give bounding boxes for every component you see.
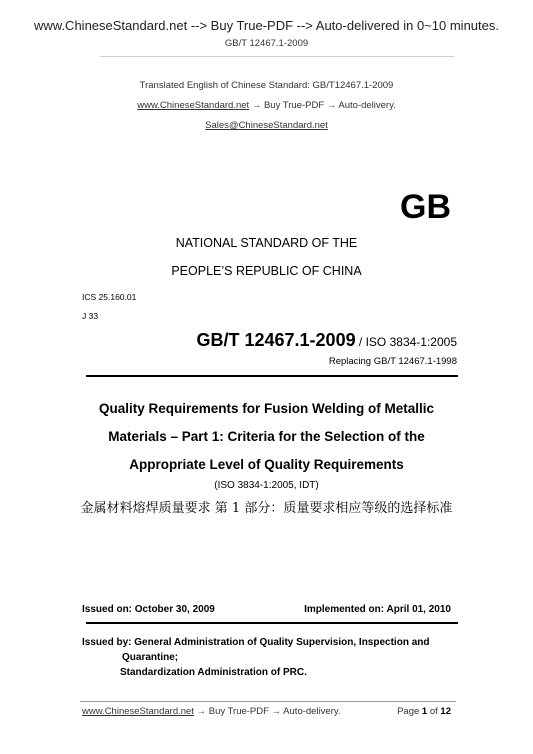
title-line2: Materials – Part 1: Criteria for the Selection of the <box>108 429 425 444</box>
j-code: J 33 <box>82 311 99 321</box>
chinese-title: 金属材料熔焊质量要求 第 1 部分：质量要求相应等级的选择标准 <box>80 501 453 516</box>
issued-by-line3: Standardization Administration of PRC. <box>120 667 307 678</box>
site-link[interactable]: www.ChineseStandard.net <box>137 100 250 111</box>
issued-date: Issued on: October 30, 2009 <box>82 604 215 615</box>
standard-code: GB/T 12467.1-2009 <box>196 330 356 350</box>
title-line3: Appropriate Level of Quality Requirements <box>129 457 404 472</box>
issued-by <box>82 635 462 680</box>
email-link[interactable]: Sales@ChineseStandard.net <box>205 120 328 131</box>
replacing-note: Replacing GB/T 12467.1-1998 <box>328 356 457 367</box>
page-number: 1 <box>421 706 428 717</box>
footer-delivery-text: → Buy True-PDF → Auto-delivery. <box>196 706 341 717</box>
footer-site-link[interactable]: www.ChineseStandard.net <box>82 706 194 717</box>
page-label: Page <box>397 706 420 717</box>
ics-code: ICS 25.160.01 <box>82 292 137 302</box>
title-divider <box>86 375 458 377</box>
translation-note: Translated English of Chinese Standard: GB/T12467.1-2009 <box>139 80 394 91</box>
dates-divider <box>86 622 458 624</box>
iso-equivalent: / ISO 3834-1:2005 <box>355 335 457 349</box>
footer-left <box>82 706 341 717</box>
page-indicator <box>397 706 451 717</box>
delivery-line <box>0 100 533 111</box>
implemented-date: Implemented on: April 01, 2010 <box>304 604 451 615</box>
issued-by-label: Issued by: <box>82 637 132 648</box>
header-banner: www.ChineseStandard.net --> Buy True-PDF --> Auto-delivered in 0~10 minutes. <box>34 18 499 33</box>
of-label: of <box>429 706 438 717</box>
title-line1: Quality Requirements for Fusion Welding of Metallic <box>98 401 435 416</box>
email-line <box>0 120 533 131</box>
delivery-text: → Buy True-PDF → Auto-delivery. <box>251 100 396 111</box>
page-total: 12 <box>440 706 451 717</box>
national-standard-line2: PEOPLE’S REPUBLIC OF CHINA <box>171 264 362 278</box>
issued-by-line2: Quarantine; <box>122 652 179 663</box>
footer-divider <box>80 701 456 702</box>
header-code: GB/T 12467.1-2009 <box>224 38 309 49</box>
gb-logo: GB <box>400 188 451 226</box>
national-standard-line1: NATIONAL STANDARD OF THE <box>175 236 358 250</box>
iso-reference: (ISO 3834-1:2005, IDT) <box>214 480 319 491</box>
standard-number <box>196 330 457 351</box>
issued-by-line1: General Administration of Quality Supervision, Inspection and <box>134 637 430 648</box>
header-divider <box>100 56 454 57</box>
